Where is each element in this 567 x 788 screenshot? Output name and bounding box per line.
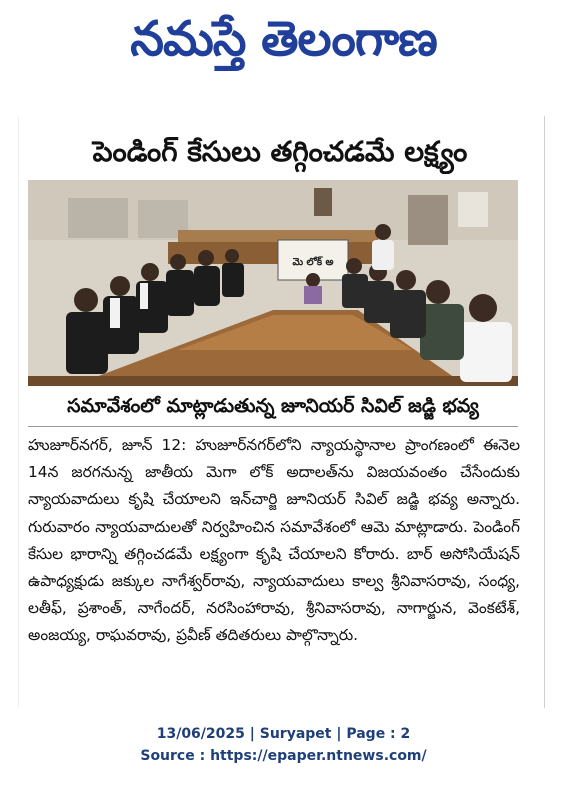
- article-photo: [28, 180, 518, 386]
- article-body: [28, 432, 520, 700]
- newspaper-masthead: నమస్తే తెలంగాణ: [130, 11, 437, 67]
- article-paragraph: హుజూర్‌నగర్, జూన్ 12: హుజూర్‌నగర్‌లోని న్యాయస్థానాల ప్రాంగణంలో ఈనెల 14న జరగనున్న జాతీయ మెగా లోక్ అదాలత్‌ను విజయవంతం చేసేందుకు న్యాయవాదులు కృషి చేయాలని ఇన్‌చార్జి జూనియర్ సివిల్ జడ్జి భవ్య అన్నారు. గురువారం న్యాయవాదులతో నిర్వహించిన సమావేశంలో ఆమె మాట్లాడారు. పెండింగ్ కేసుల భారాన్ని తగ్గించడమే లక్ష్యంగా కృషి చేయాలని కోరారు. బార్ అసోసియేషన్ ఉపాధ్యక్షుడు జక్కుల నాగేశ్వర్‌రావు, న్యాయవాదులు కాల్వ శ్రీనివాసరావు, సంధ్య, లతీఫ్, ప్రశాంత్, నాగేందర్, నరసింహారావు, శ్రీనివాసరావు, నాగార్జున, వెంకటేశ్, అంజయ్య, రాఘవరావు, ప్రవీణ్ తదితరులు పాల్గొన్నారు.: [28, 436, 520, 645]
- footer-source-link[interactable]: Source : https://epaper.ntnews.com/: [140, 748, 427, 764]
- photo-caption: సమావేశంలో మాట్లాడుతున్న జూనియర్ సివిల్ జడ్జి భవ్య: [67, 395, 479, 417]
- article-headline: పెండింగ్ కేసులు తగ్గించడమే లక్ష్యం: [92, 135, 468, 168]
- footer-edition-info: 13/06/2025 | Suryapet | Page : 2: [156, 726, 411, 742]
- photo-banner-text: మె లోక్ అ: [292, 257, 334, 268]
- caption-divider: [28, 426, 518, 427]
